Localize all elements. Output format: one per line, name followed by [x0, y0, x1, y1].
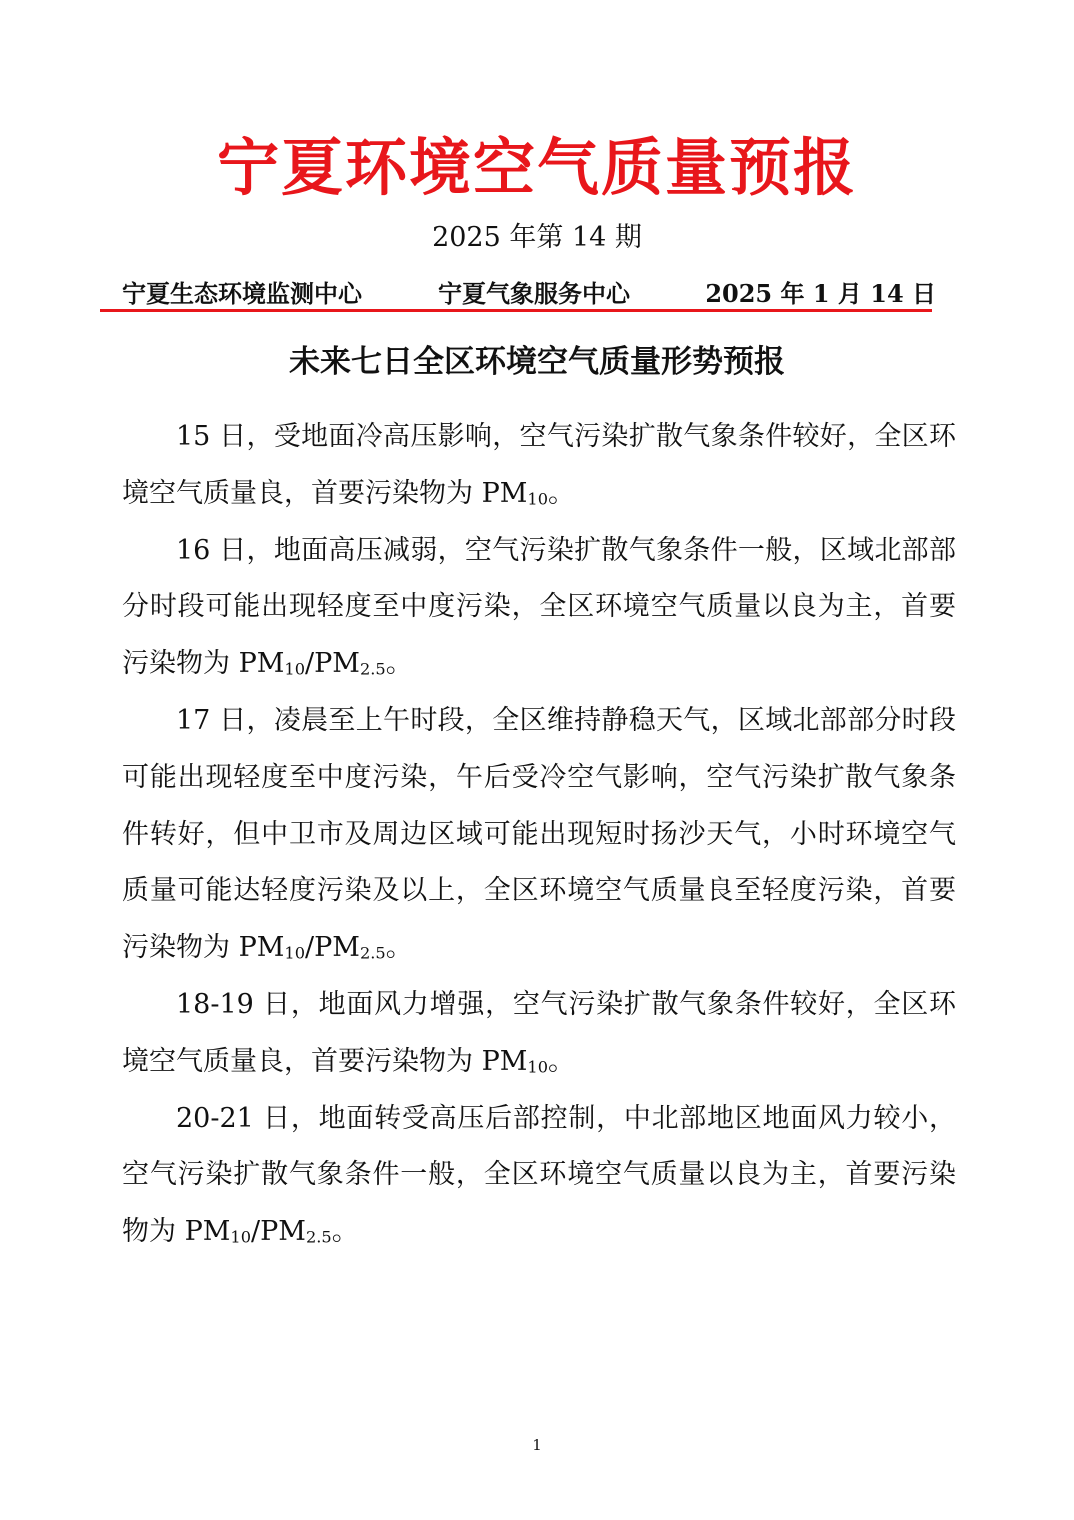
forecast-paragraph-15: 15 日，受地面冷高压影响，空气污染扩散气象条件较好，全区环境空气质量良，首要污染物为 $PM_{10}$。	[122, 421, 956, 509]
forecast-paragraph-18-19: 18-19 日，地面风力增强，空气污染扩散气象条件较好，全区环境空气质量良，首要污染物为 $PM_{10}$。	[122, 988, 956, 1077]
forecast-paragraph-16: 16 日，地面高压减弱，空气污染扩散气象条件一般，区域北部部分时段可能出现轻度至中度污染，全区环境空气质量以良为主，首要污染物为 $PM_{10}/PM_{2.5}$。	[122, 534, 956, 680]
forecast-body	[122, 409, 956, 1261]
issuer-meteorological-center: 宁夏气象服务中心	[438, 279, 630, 308]
issue-date: 2025 年 1 月 14 日	[705, 279, 936, 308]
page-number: 1	[532, 1436, 542, 1454]
section-title: 未来七日全区环境空气质量形势预报	[289, 344, 785, 380]
issue-number: 2025 年第 14 期	[432, 222, 642, 253]
forecast-paragraph-20-21: 20-21 日，地面转受高压后部控制，中北部地区地面风力较小，空气污染扩散气象条件一般，全区环境空气质量以良为主，首要污染物为 $PM_{10}/PM_{2.5}$。	[122, 1102, 956, 1248]
red-divider	[100, 309, 932, 312]
issuer-row	[122, 277, 936, 311]
issuer-environment-center: 宁夏生态环境监测中心	[122, 279, 362, 308]
document-title: 宁夏环境空气质量预报	[216, 131, 857, 204]
forecast-paragraph-17: 17 日，凌晨至上午时段，全区维持静稳天气，区域北部部分时段可能出现轻度至中度污染，午后受冷空气影响，空气污染扩散气象条件转好，但中卫市及周边区域可能出现短时扬沙天气，小时环境空气质量可能达轻度污染及以上，全区环境空气质量良至轻度污染，首要污染物为 $PM_{10}/PM_{2.5}$。	[122, 704, 956, 964]
